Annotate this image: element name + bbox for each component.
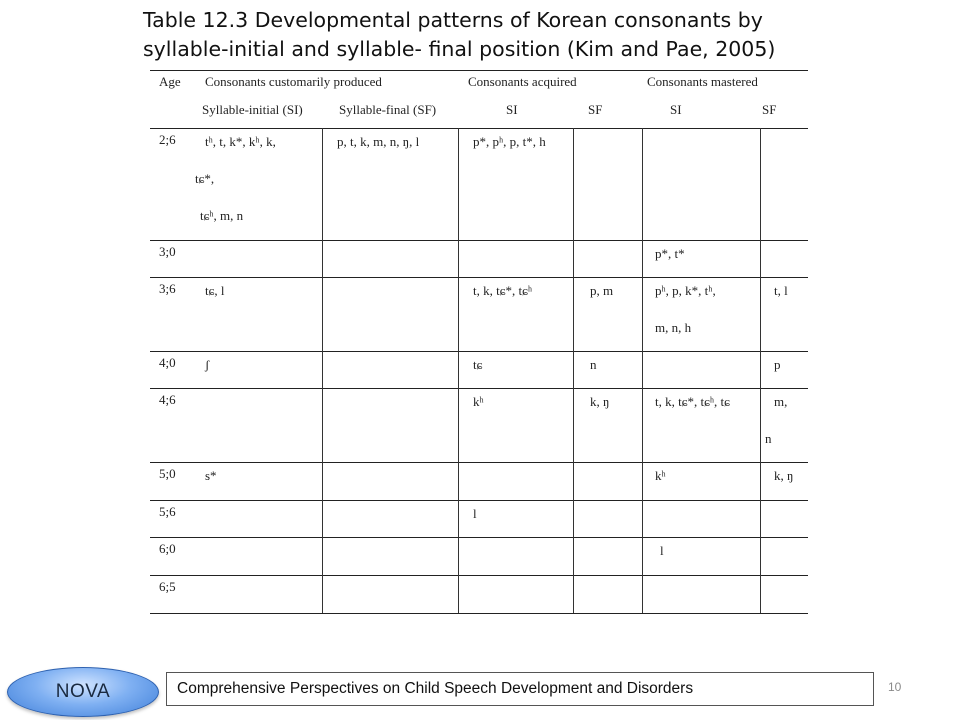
cell-acquired-si: tɕ	[473, 357, 483, 372]
cell-age: 3;0	[159, 244, 176, 259]
cell-acquired-si: p*, pʰ, p, t*, h	[473, 134, 546, 149]
cell-mastered-sf: p	[774, 357, 781, 372]
footer-caption-box	[166, 672, 874, 706]
row-rule	[150, 500, 808, 501]
cell-age: 5;0	[159, 466, 176, 481]
cell-age: 6;0	[159, 541, 176, 556]
cell-produced-si: tɕʰ, m, n	[200, 208, 244, 223]
header-consonants-mastered: Consonants mastered	[647, 74, 758, 89]
header-sf-produced: Syllable-final (SF)	[339, 102, 437, 117]
page-number: 10	[888, 680, 902, 694]
row-rule	[150, 575, 808, 576]
table-top-rule	[150, 70, 808, 71]
cell-acquired-sf: k, ŋ	[590, 394, 610, 409]
cell-acquired-si: kʰ	[473, 394, 484, 409]
row-rule	[150, 351, 808, 352]
header-consonants-produced: Consonants customarily produced	[205, 74, 382, 89]
footer-caption: Comprehensive Perspectives on Child Speech Development and Disorders	[177, 680, 694, 697]
header-consonants-acquired: Consonants acquired	[468, 74, 577, 89]
cell-produced-sf: p, t, k, m, n, ŋ, l	[337, 134, 420, 149]
cell-produced-si: ʃ	[205, 357, 210, 372]
row-rule	[150, 277, 808, 278]
header-si-produced: Syllable-initial (SI)	[202, 102, 303, 117]
cell-mastered-si: t, k, tɕ*, tɕʰ, tɕ	[655, 394, 730, 409]
cell-mastered-si: pʰ, p, k*, tʰ,	[655, 283, 716, 298]
slide-title: Table 12.3 Developmental patterns of Korean consonants by syllable-initial and syllable- final position (Kim and Pae, 2005)	[143, 8, 776, 61]
header-sf-acquired: SF	[588, 102, 603, 117]
header-rule	[150, 128, 808, 129]
column-divider	[760, 128, 761, 613]
cell-mastered-si: kʰ	[655, 468, 666, 483]
cell-mastered-sf: k, ŋ	[774, 468, 794, 483]
cell-mastered-sf: m,	[774, 394, 788, 409]
cell-age: 2;6	[159, 132, 176, 147]
cell-mastered-sf: n	[765, 431, 772, 446]
header-si-mastered: SI	[670, 102, 682, 117]
row-rule	[150, 388, 808, 389]
header-age: Age	[159, 74, 181, 89]
nova-button[interactable]: NOVA	[7, 667, 159, 717]
row-rule	[150, 537, 808, 538]
cell-age: 5;6	[159, 504, 176, 519]
header-sf-mastered: SF	[762, 102, 777, 117]
cell-produced-si: tɕ, l	[205, 283, 225, 298]
cell-acquired-sf: n	[590, 357, 597, 372]
row-rule	[150, 240, 808, 241]
cell-age: 4;6	[159, 392, 176, 407]
column-divider	[322, 128, 323, 613]
cell-produced-si: tʰ, t, k*, kʰ, k,	[205, 134, 276, 149]
column-divider	[458, 128, 459, 613]
row-rule	[150, 613, 808, 614]
cell-age: 4;0	[159, 355, 176, 370]
consonant-development-table	[150, 70, 810, 615]
cell-acquired-si: l	[473, 506, 477, 521]
cell-mastered-si: p*, t*	[655, 246, 685, 261]
cell-mastered-si: m, n, h	[655, 320, 692, 335]
cell-produced-si: tɕ*,	[195, 171, 215, 186]
cell-mastered-si: l	[660, 543, 664, 558]
column-divider	[573, 128, 574, 613]
header-si-acquired: SI	[506, 102, 518, 117]
cell-mastered-sf: t, l	[774, 283, 788, 298]
cell-acquired-sf: p, m	[590, 283, 614, 298]
column-divider	[642, 128, 643, 613]
row-rule	[150, 462, 808, 463]
cell-age: 6;5	[159, 579, 176, 594]
cell-produced-si: s*	[205, 468, 217, 483]
cell-acquired-si: t, k, tɕ*, tɕʰ	[473, 283, 533, 298]
cell-age: 3;6	[159, 281, 176, 296]
